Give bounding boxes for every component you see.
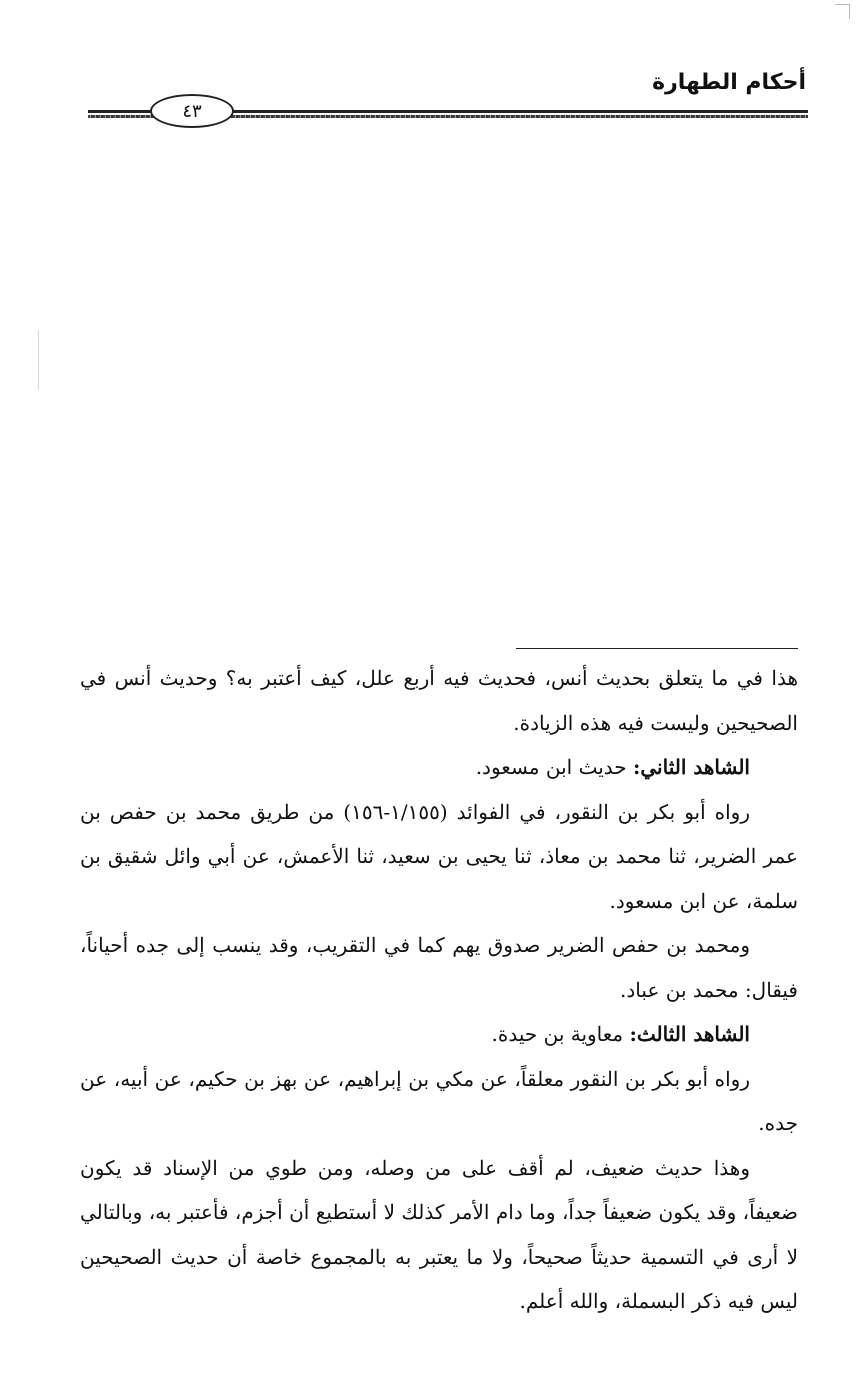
running-header-title: أحكام الطهارة [652,70,806,95]
paragraph-text: حديث ابن مسعود. [475,755,633,779]
paragraph-text: هذا في ما يتعلق بحديث أنس، فحديث فيه أربع علل، كيف أعتبر به؟ وحديث أنس في الصحيحين وليست فيه هذه الزيادة. [80,666,798,735]
paragraph-text: معاوية بن حيدة. [491,1022,630,1046]
paragraph-text: ومحمد بن حفص الضرير صدوق يهم كما في التقريب، وقد ينسب إلى جده أحياناً، فيقال: محمد بن عباد. [80,933,798,1002]
paragraph [80,1012,798,1057]
witness-label: الشاهد الثاني: [633,755,750,779]
page-number: ٤٣ [150,94,234,128]
scan-corner-mark [835,4,850,19]
paragraph-text: رواه أبو بكر بن النقور معلقاً، عن مكي بن إبراهيم، عن بهز بن حكيم، عن أبيه، عن جده. [80,1066,798,1135]
footnote-text [80,656,798,1324]
paragraph [80,656,798,745]
paragraph [80,1057,798,1146]
paragraph [80,745,798,790]
paragraph [80,1146,798,1324]
paragraph-text: وهذا حديث ضعيف، لم أقف على من وصله، ومن طوي من الإسناد قد يكون ضعيفاً، وقد يكون ضعيفاً جداً، وما دام الأمر كذلك لا أستطيع أن أجزم، فأعتبر به، وبالتالي لا أرى في التسمية حديثاً صحيحاً، ولا ما يعتبر به بالمجموع خاصة أن حديث الصحيحين ليس فيه ذكر البسملة، والله أعلم. [80,1155,798,1313]
paragraph-text: رواه أبو بكر بن النقور، في الفوائد (١/١٥٥-١٥٦) من طريق محمد بن حفص بن عمر الضرير، ثنا محمد بن معاذ، ثنا يحيى بن سعيد، ثنا الأعمش، عن أبي وائل شقيق بن سلمة، عن ابن مسعود. [80,799,798,913]
paragraph [80,790,798,924]
paragraph [80,923,798,1012]
witness-label: الشاهد الثالث: [629,1022,750,1046]
scan-edge-line [38,330,39,390]
footnote-separator [516,648,798,649]
